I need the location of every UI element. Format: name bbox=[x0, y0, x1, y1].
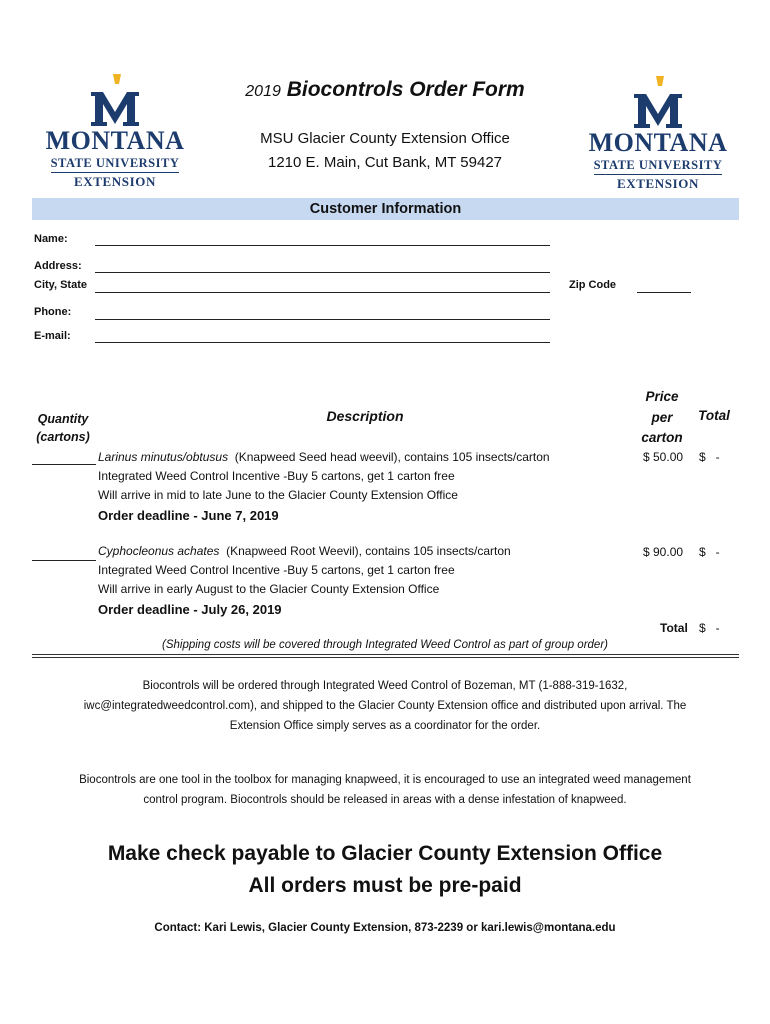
description-header: Description bbox=[326, 408, 404, 424]
msu-extension-logo-right bbox=[588, 74, 728, 194]
species-name: Cyphocleonus achates bbox=[98, 544, 220, 558]
msu-extension-logo-left bbox=[45, 72, 185, 192]
item-cyphocleonus bbox=[98, 542, 618, 619]
phone-field[interactable] bbox=[95, 319, 550, 320]
item-larinus-desc-line bbox=[98, 448, 618, 467]
phone-label: Phone: bbox=[34, 306, 72, 318]
address-field[interactable] bbox=[95, 272, 550, 273]
quantity-header bbox=[30, 410, 96, 446]
biocontrol-info-line2: control program. Biocontrols should be released in areas with a dense infestation of knapweed. bbox=[143, 794, 627, 806]
item-larinus-total: $ - bbox=[699, 450, 720, 464]
item-larinus-price: $ 50.00 bbox=[643, 450, 684, 464]
office-name: MSU Glacier County Extension Office bbox=[260, 130, 510, 147]
biocontrol-info-paragraph bbox=[20, 770, 750, 810]
quantity-header-line2: (cartons) bbox=[36, 430, 90, 444]
name-field[interactable] bbox=[95, 245, 550, 246]
prepaid-notice: All orders must be pre-paid bbox=[248, 874, 522, 897]
biocontrol-info-line1: Biocontrols are one tool in the toolbox for managing knapweed, it is encouraged to use an integrated weed management bbox=[79, 774, 691, 786]
check-payable-notice: Make check payable to Glacier County Extension Office bbox=[107, 842, 663, 865]
logo-extension-text: EXTENSION bbox=[617, 176, 699, 191]
item-arrival: Will arrive in mid to late June to the Glacier County Extension Office bbox=[98, 488, 458, 502]
price-header bbox=[632, 387, 692, 449]
ordering-info-line1: Biocontrols will be ordered through Integrated Weed Control of Bozeman, MT (1-888-319-1632, bbox=[142, 680, 628, 692]
item-deadline: Order deadline - June 7, 2019 bbox=[98, 508, 279, 523]
logo-state-university-text: STATE UNIVERSITY bbox=[594, 158, 723, 175]
total-header: Total bbox=[698, 408, 730, 423]
item-incentive: Integrated Weed Control Incentive -Buy 5 cartons, get 1 carton free bbox=[98, 469, 455, 483]
email-field[interactable] bbox=[95, 342, 550, 343]
item-larinus bbox=[98, 448, 618, 525]
customer-information-banner: Customer Information bbox=[32, 198, 739, 220]
item-cyphocleonus-desc-line bbox=[98, 542, 618, 561]
form-year: 2019 bbox=[245, 83, 281, 100]
zip-code-field[interactable] bbox=[637, 292, 691, 293]
item-arrival: Will arrive in early August to the Glacier County Extension Office bbox=[98, 582, 440, 596]
city-state-field[interactable] bbox=[95, 292, 550, 293]
ordering-info-line3: Extension Office simply serves as a coordinator for the order. bbox=[229, 720, 541, 732]
email-label: E-mail: bbox=[34, 330, 71, 342]
office-address: 1210 E. Main, Cut Bank, MT 59427 bbox=[267, 154, 503, 171]
address-label: Address: bbox=[34, 260, 82, 272]
logo-montana-text: MONTANA bbox=[45, 126, 185, 155]
msu-m-icon bbox=[628, 74, 688, 130]
item-incentive: Integrated Weed Control Incentive -Buy 5 cartons, get 1 carton free bbox=[98, 563, 455, 577]
price-header-line2: per bbox=[651, 409, 673, 425]
price-header-line1: Price bbox=[645, 389, 679, 404]
item-cyphocleonus-total: $ - bbox=[699, 545, 720, 559]
shipping-note: (Shipping costs will be covered through Integrated Weed Control as part of group order) bbox=[162, 639, 608, 651]
city-state-label: City, State bbox=[34, 279, 87, 291]
logo-extension-text: EXTENSION bbox=[74, 174, 156, 189]
quantity-field-larinus[interactable] bbox=[32, 464, 96, 465]
price-header-line3: carton bbox=[641, 430, 683, 445]
species-name: Larinus minutus/obtusus bbox=[98, 450, 229, 464]
item-cyphocleonus-price: $ 90.00 bbox=[643, 545, 684, 559]
zip-code-label: Zip Code bbox=[569, 279, 617, 291]
species-description: (Knapweed Root Weevil), contains 105 insects/carton bbox=[226, 544, 511, 558]
ordering-info-line2: iwc@integratedweedcontrol.com), and shipped to the Glacier County Extension office and distributed upon arrival. The bbox=[83, 700, 687, 712]
contact-info: Contact: Kari Lewis, Glacier County Extension, 873-2239 or kari.lewis@montana.edu bbox=[154, 922, 616, 934]
logo-montana-text: MONTANA bbox=[588, 128, 728, 157]
page-title bbox=[200, 78, 570, 102]
table-divider bbox=[32, 654, 739, 658]
form-title: Biocontrols Order Form bbox=[286, 78, 525, 101]
msu-m-icon bbox=[85, 72, 145, 128]
ordering-info-paragraph bbox=[20, 676, 750, 736]
logo-state-university-text: STATE UNIVERSITY bbox=[51, 156, 180, 173]
name-label: Name: bbox=[34, 233, 68, 245]
grand-total-label: Total bbox=[660, 621, 688, 635]
species-description: (Knapweed Seed head weevil), contains 105 insects/carton bbox=[234, 450, 550, 464]
quantity-header-line1: Quantity bbox=[37, 412, 89, 426]
quantity-field-cyphocleonus[interactable] bbox=[32, 560, 96, 561]
grand-total-value: $ - bbox=[699, 621, 720, 635]
item-deadline: Order deadline - July 26, 2019 bbox=[98, 602, 282, 617]
